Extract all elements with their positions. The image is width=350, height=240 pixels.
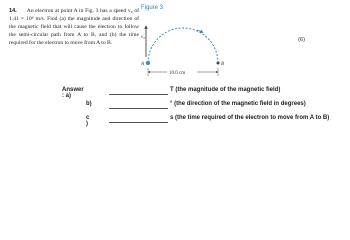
problem-number: 14. bbox=[9, 8, 17, 14]
distance-label: 10.0 cm bbox=[169, 71, 186, 76]
figure-title: Figure 3 bbox=[141, 5, 164, 11]
answer-field-c[interactable] bbox=[109, 122, 168, 123]
point-a-dot bbox=[146, 61, 150, 65]
answer-desc-a: T (the magnitude of the magnetic field) bbox=[170, 87, 281, 93]
velocity-label: v₀ bbox=[141, 35, 145, 40]
points-value: (6) bbox=[298, 37, 306, 43]
point-b-label: B bbox=[221, 62, 225, 67]
answer-desc-b: ° (the direction of the magnetic field in degrees) bbox=[170, 101, 306, 107]
answer-label-c: c ) bbox=[86, 115, 90, 127]
answer-desc-c: s (the time required of the electron to move from A to B) bbox=[170, 115, 330, 121]
point-b-dot bbox=[217, 62, 220, 65]
figure-diagram bbox=[140, 5, 265, 83]
point-a-label: A bbox=[141, 62, 145, 67]
answer-label-a: Answer : a) bbox=[62, 87, 84, 99]
answer-field-a[interactable] bbox=[109, 94, 168, 95]
problem-statement bbox=[9, 8, 139, 48]
answer-field-b[interactable] bbox=[109, 108, 168, 109]
figure-3 bbox=[140, 5, 265, 83]
problem-text: An electron at point A in Fig. 3 has a speed v₀ of 1.41 × 10⁶ m/s. Find (a) the magnitude and direction of the magnetic field that will cause the electron to follow the semi-circular path from A to B, and (b) the time required for the electron to move from A to B. bbox=[9, 8, 139, 46]
answer-label-b: b) bbox=[86, 101, 92, 107]
semicircular-path bbox=[148, 28, 218, 63]
